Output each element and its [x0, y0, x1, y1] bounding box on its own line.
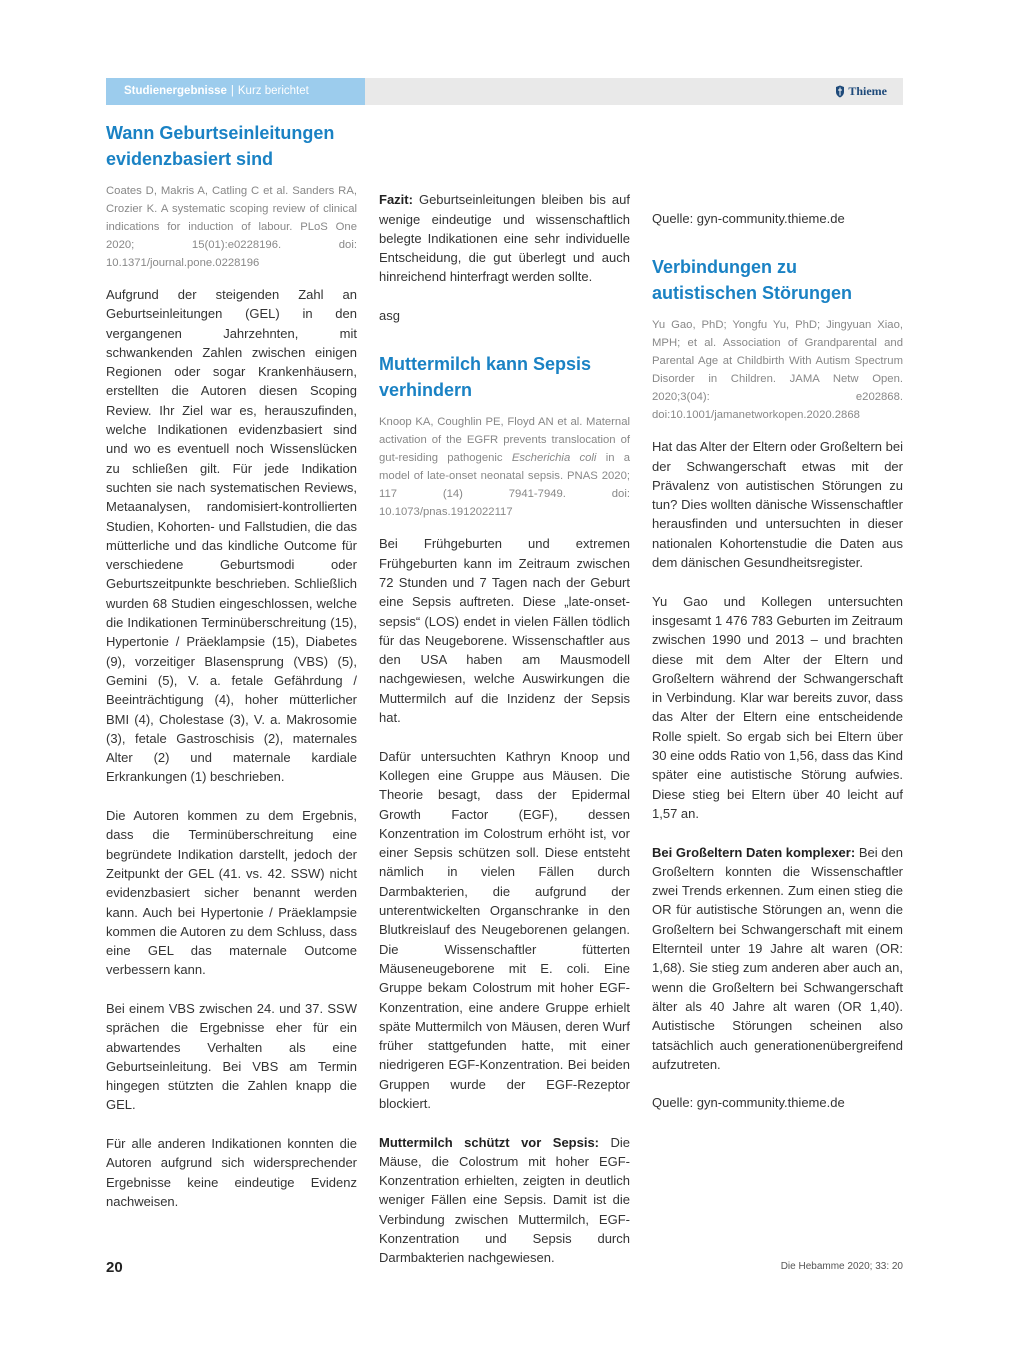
- fazit-label: Fazit:: [379, 192, 413, 208]
- article-1-paragraph-4: Für alle anderen Indikationen konnten die Autoren aufgrund sich widersprechender Ergebnisse keine eindeutige Evidenz nachweisen.: [106, 1136, 357, 1209]
- article-1-paragraph-1: Aufgrund der steigenden Zahl an Geburtseinleitungen (GEL) in den vergangenen Jahrzehnten, mit schwankenden Zahlen zwischen einigen Regionen oder sogar Krankenhäusern, erstellten die Autoren diesen Scoping Review. Ihr Ziel war es, herauszufinden, welche Indikationen evidenzbasiert sind und wo es eventuell noch Wissenslücken zu schließen gilt. Für jede Indikation suchten sie nach systematischen Reviews, Metaanalysen, randomisiert-kontrollierten Studien, Kohorten- und Fallstudien, die das mütterliche und das kindliche Outcome für verschiedene Geburtsmodi oder Geburtszeitpunkte beschrieben. Schließlich wurden 68 Studien eingeschlossen, welche die Indikationen Terminüberschreitung (15), Hypertonie / Präeklampsie (15), Diabetes (9), vorzeitiger Blasensprung (VBS) (5), Gemini (5), V. a. fetale Gefährdung / Beeinträchtigung (4), hoher mütterlicher BMI (4), Cholestase (3), V. a. Makrosomie (3), fetale Gastroschisis (2), maternales Alter (2) und maternale kardiale Erkrankungen (1) beschrieben.: [106, 287, 357, 785]
- article-3-title: Verbindungen zu autistischen Störungen: [652, 257, 853, 304]
- article-2-paragraph-2: Dafür untersuchten Kathryn Knoop und Kollegen eine Gruppe aus Mäusen. Die Theorie besagt, dass der Epidermal Growth Factor (EGF), dessen Konzentration im Colostrum erhöht ist, vor einer Sepsis schützen soll. Diese entsteht nämlich in vielen Fällen durch Darmbakterien, die aufgrund der unterentwickelten Organschranke in den Blutkreislauf des Neugeborenen gelangen. Die Wissenschaftler fütterten Mäuseneugeborene mit E. coli. Eine Gruppe bekam Colostrum mit hoher EGF-Konzentration, eine andere Gruppe erhielt späte Muttermilch von Mäusen, deren Wurf früher stattgefunden hatte, mit einer niedrigeren EGF-Konzentration. Bei beiden Gruppen wurde der EGF-Rezeptor blockiert.: [379, 748, 630, 1111]
- subsection-label: Kurz berichtet: [237, 85, 309, 97]
- article-3-lead-label: Bei Großeltern Daten komplexer:: [652, 844, 856, 860]
- column-3-body: [652, 209, 903, 1113]
- section-label: Studienergebnisse: [124, 85, 227, 97]
- article-1-fazit: [379, 190, 630, 286]
- article-2-lead-label: Muttermilch schützt vor Sepsis:: [379, 1134, 600, 1150]
- article-2-title: Muttermilch kann Sepsis verhindern: [379, 354, 592, 401]
- column-2-body: [379, 132, 630, 1268]
- publisher-logo: [835, 78, 887, 105]
- article-1-paragraph-2: Die Autoren kommen zu dem Ergebnis, dass die Terminüberschreitung eine begründete Indikation darstellt, jedoch der Zeitpunkt der GEL (41. vs. 42. SSW) nicht evidenzbasiert sicher benannt werden kann. Auch bei Hypertonie / Präeklampsie kommen die Autoren zu dem Schluss, dass eine GEL das maternale Outcome verbessern kann.: [106, 808, 357, 978]
- article-3-paragraph-1: Hat das Alter der Eltern oder Großeltern bei der Schwangerschaft etwas mit der Prävalenz von autistischen Störungen zu tun? Dies wollten dänische Wissenschaftler herausfinden und untersuchten in dieser nationalen Kohortenstudie die Daten aus dem dänischen Gesundheitsregister.: [652, 439, 903, 571]
- article-1-paragraph-3: Bei einem VBS zwischen 24. und 37. SSW sprächen die Ergebnisse eher für ein abwartendes Verhalten als eine Geburtseinleitung. Bei VBS am Termin hingegen stützten die Zahlen knapp die GEL.: [106, 1000, 357, 1113]
- page-number: 20: [106, 1259, 123, 1276]
- article-1-author: asg: [379, 308, 400, 324]
- header-separator: |: [230, 85, 234, 97]
- column-1: [106, 120, 357, 1211]
- thieme-emblem-icon: [835, 85, 845, 98]
- article-3-paragraph-3: Bei Großeltern Daten komplexer: Bei den Großeltern konnten die Wissenschaftler zwei Trends erkennen. Zum einen stieg die OR für autistische Störungen an, wenn die Großeltern bei Schwangerschaft mit einem Elternteil unter 19 Jahre alt waren (OR: 1,68). Sie stieg zum anderen aber auch an, wenn die Großeltern bei Schwangerschaft älter als 40 Jahre alt waren (OR 1,40). Autistische Störungen scheinen also tatsächlich auch generationenübergreifend aufzutreten.: [652, 844, 903, 1072]
- journal-citation: Die Hebamme 2020; 33: 20: [780, 1261, 903, 1272]
- fazit-text: Geburtseinleitungen bleiben bis auf wenige eindeutige und wissenschaftlich belegte Indikationen eine sehr individuelle Entscheidung, die gut überlegt und auch hinreichend hinterfragt werden sollte.: [379, 192, 630, 285]
- article-3-reference: Yu Gao, PhD; Yongfu Yu, PhD; Jingyuan Xiao, MPH; et al. Association of Grandparental and Parental Age at Childbirth With Autism Spectrum Disorder in Children. JAMA Netw Open. 2020;3(04): e202868. doi:10.1001/jamanetworkopen.2020.2868: [652, 319, 903, 422]
- article-2-paragraph-1: Bei Frühgeburten und extremen Frühgeburten kann im Zeitraum zwischen 72 Stunden und 7 Tagen nach der Geburt eine Sepsis auftreten. Diese „late-onset-sepsis“ (LOS) endet in vielen Fällen tödlich für das Neugeborene. Wissenschaftler aus den USA haben am Mausmodell nachgewiesen, welche Auswirkungen die Muttermilch auf die Inzidenz der Sepsis hat.: [379, 536, 630, 726]
- article-3-paragraph-2: Yu Gao und Kollegen untersuchten insgesamt 1 476 783 Geburten im Zeitraum zwischen 1990 und 2013 – und brachten diese mit dem Alter der Eltern und Großeltern während der Schwangerschaft in Verbindung. Klar war bereits zuvor, dass das Alter der Eltern eine entscheidende Rolle spielt. So ergab sich bei Eltern über 30 eine odds Ratio von 1,56, dass das Kind später eine autistische Störung aufwies. Diese stieg bei Eltern über 40 leicht auf 1,57 an.: [652, 593, 903, 821]
- section-tab: [106, 78, 365, 105]
- article-1-reference: Coates D, Makris A, Catling C et al. Sanders RA, Crozier K. A systematic scoping review of clinical indications for induction of labour. PLoS One 2020; 15(01):e0228196. doi: 10.1371/journal.pone.0228196: [106, 185, 357, 269]
- article-3-source: Quelle: gyn-community.thieme.de: [652, 1095, 845, 1111]
- article-1-title: Wann Geburtseinleitungen evidenzbasiert sind: [106, 123, 335, 169]
- running-header: [106, 78, 903, 105]
- article-2-reference: Knoop KA, Coughlin PE, Floyd AN et al. Maternal activation of the EGFR prevents translocation of gut-residing pathogenic Escherichia coli in a model of late-onset neonatal sepsis. PNAS 2020; 117 (14) 7941-7949. doi: 10.1073/pnas.1912022117: [379, 416, 631, 519]
- publisher-name: Thieme: [848, 84, 887, 98]
- article-2-source: Quelle: gyn-community.thieme.de: [652, 211, 845, 226]
- article-2-paragraph-3: Muttermilch schützt vor Sepsis: Die Mäuse, die Colostrum mit hoher EGF-Konzentration erhielten, zeigten in deutlich weniger Fällen eine Sepsis. Damit ist die Verbindung zwischen Muttermilch, EGF-Konzentration und Sepsis durch Darmbakterien nachgewiesen.: [379, 1134, 630, 1266]
- species-name: Escherichia coli: [511, 452, 597, 465]
